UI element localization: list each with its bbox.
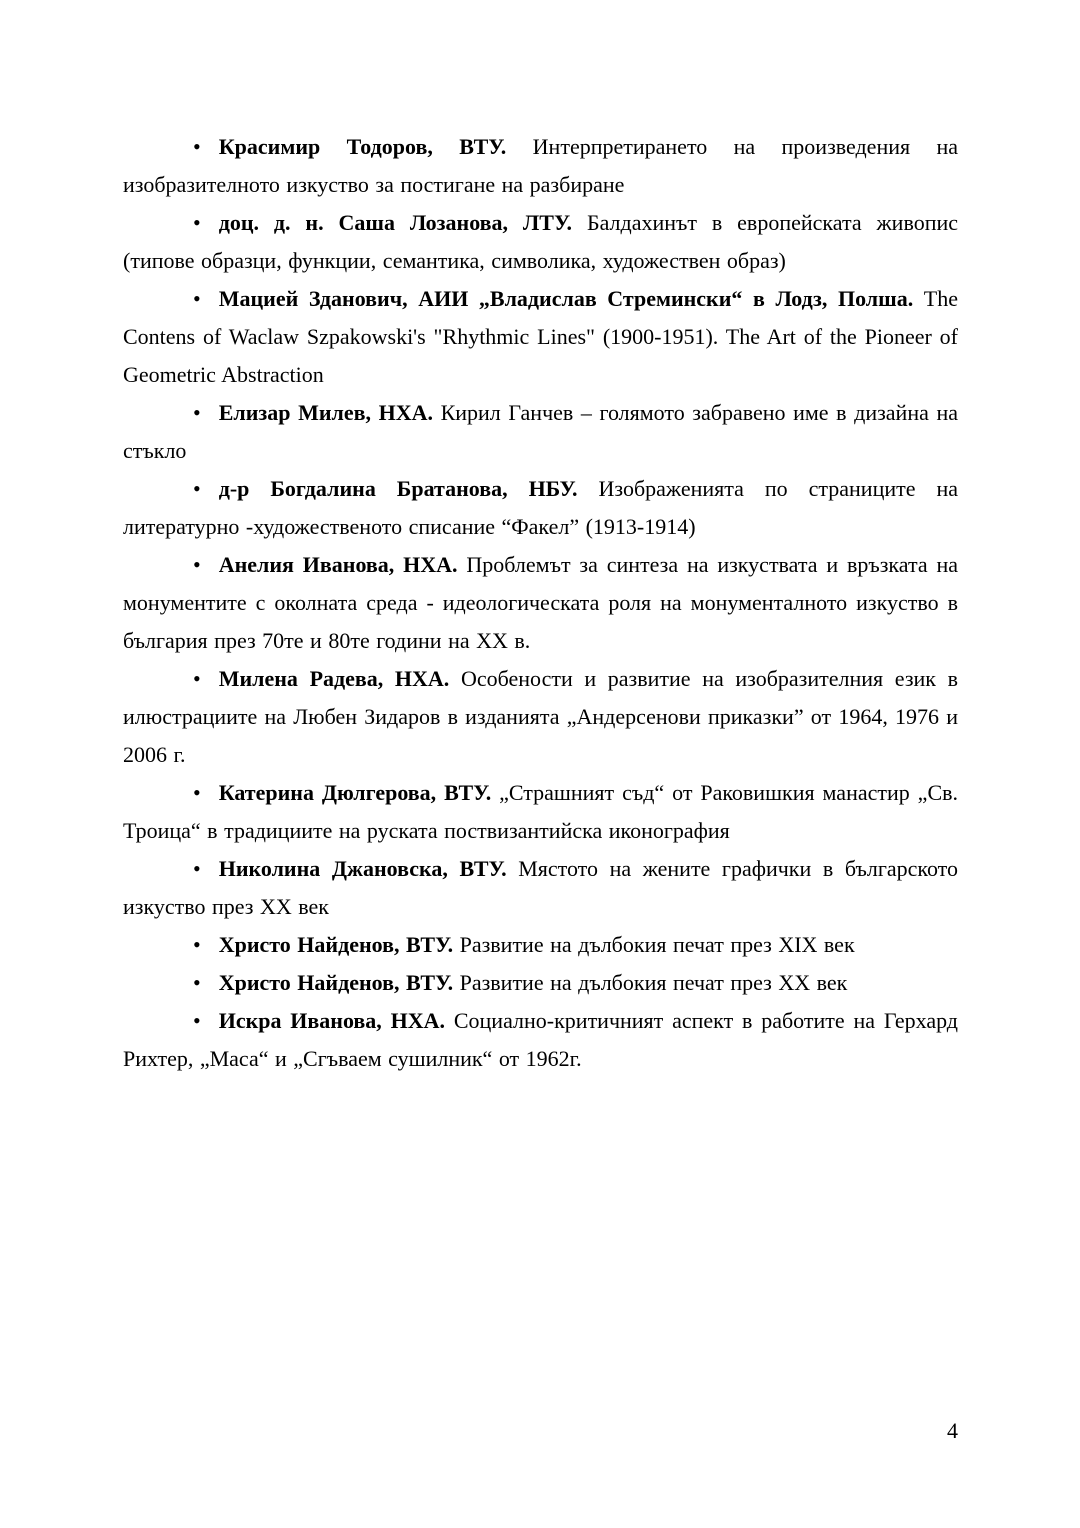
item-title: Мястото на жените графички в българското изкуство през XX век [123,856,959,919]
list-item [123,394,958,470]
bullet-icon: • [193,856,201,881]
list-item [123,204,958,280]
bullet-icon: • [193,286,201,311]
list-item [123,660,958,774]
bullet-icon: • [193,210,201,235]
item-title: Развитие на дълбокия печат през XIX век [459,932,855,957]
item-author: Красимир Тодоров, ВТУ. [218,134,507,159]
bullet-icon: • [193,970,201,995]
list-item [123,280,958,394]
item-title: Особености и развитие на изобразителния език в илюстрациите на Любен Зидаров в изданията „Андерсенови приказки” от 1964, 1976 и 2006 г. [123,666,959,767]
item-title: The Contens of Waclaw Szpakowski's "Rhythmic Lines" (1900-1951). The Art of the Pioneer of Geometric Abstraction [123,286,958,387]
list-item [123,774,958,850]
document-body [123,128,958,1078]
item-title: Кирил Ганчев – голямото забравено име в дизайна на стъкло [123,400,958,463]
list-item [123,546,958,660]
item-title: Социално-критичният аспект в работите на Герхард Рихтер, „Маса“ и „Сгъваем сушилник“ от 1962г. [123,1008,959,1071]
item-author: Николина Джановска, ВТУ. [218,856,507,881]
bullet-icon: • [193,476,201,501]
item-title: Изображенията по страниците на литературно -художественото списание “Факел” (1913-1914) [123,476,959,539]
list-item [123,850,958,926]
item-author: Милена Радева, НХА. [218,666,450,691]
bullet-icon: • [193,932,201,957]
item-author: д-р Богдалина Братанова, НБУ. [218,476,578,501]
list-item [123,1002,958,1078]
list-item [123,964,958,1002]
bullet-icon: • [193,134,201,159]
bullet-icon: • [193,552,201,577]
list-item [123,926,958,964]
page-number: 4 [947,1418,958,1443]
bullet-icon: • [193,1008,201,1033]
item-author: Христо Найденов, ВТУ. [218,932,454,957]
item-author: Христо Найденов, ВТУ. [218,970,454,995]
list-item [123,470,958,546]
item-title: „Страшният съд“ от Раковишкия манастир „Св. Троица“ в традициите на руската поствизантийска иконография [123,780,959,843]
item-title: Развитие на дълбокия печат през XX век [459,970,848,995]
bullet-icon: • [193,780,201,805]
item-author: доц. д. н. Саша Лозанова, ЛТУ. [218,210,573,235]
bullet-icon: • [193,666,201,691]
item-author: Елизар Милев, НХА. [218,400,433,425]
item-title: Балдахинът в европейската живопис (типове образци, функции, семантика, символика, художествен образ) [123,210,959,273]
item-title: Проблемът за синтеза на изкуствата и връзката на монументите с околната среда - идеологическата роля на монументалното изкуство в българия през 70те и 80те години на XX в. [123,552,958,653]
item-title: Интерпретирането на произведения на изобразителното изкуство за постигане на разбиране [123,134,959,197]
item-author: Катерина Дюлгерова, ВТУ. [218,780,492,805]
list-item [123,128,958,204]
item-author: Искра Иванова, НХА. [218,1008,446,1033]
item-author: Анелия Иванова, НХА. [218,552,458,577]
item-author: Мацией Зданович, АИИ „Владислав Стремински“ в Лодз, Полша. [218,286,914,311]
bullet-icon: • [193,400,201,425]
